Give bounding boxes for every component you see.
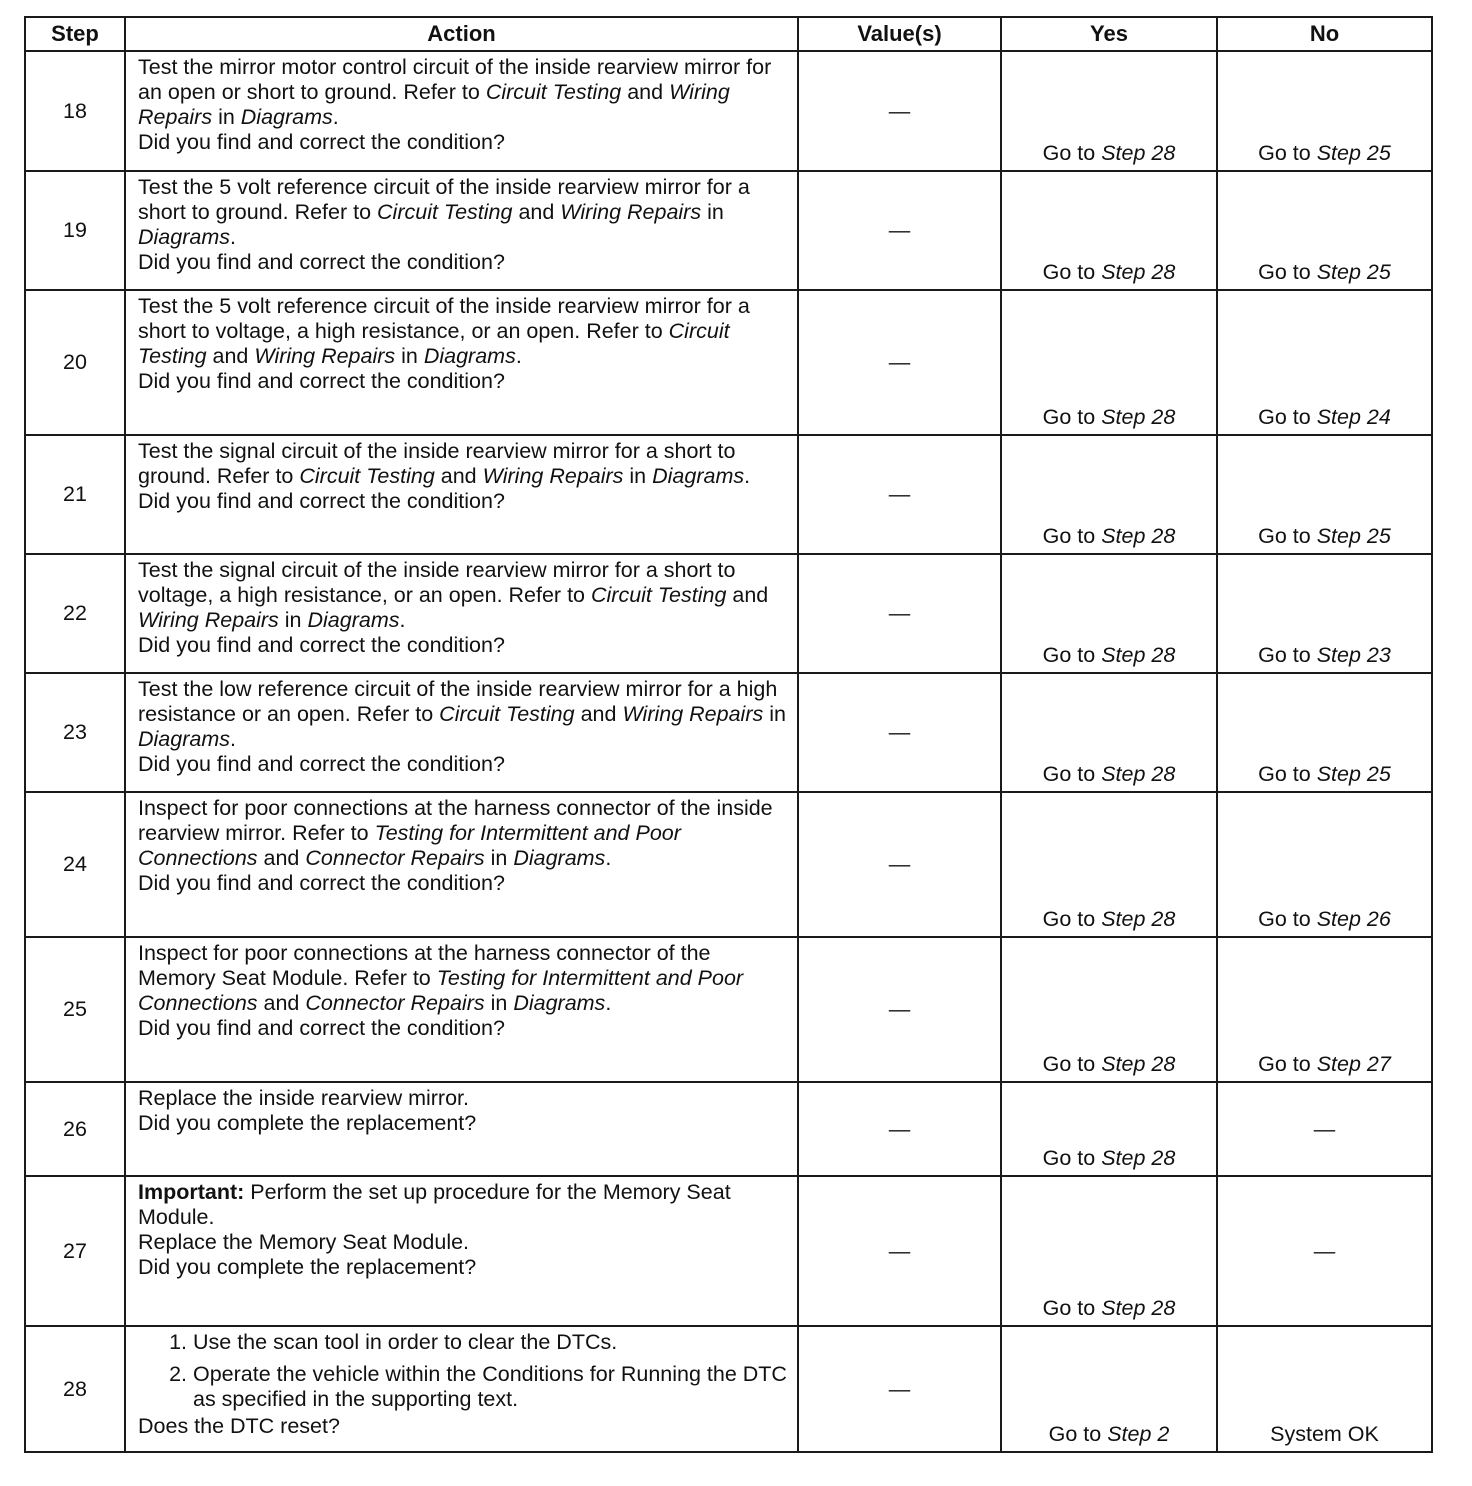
value-cell: —: [798, 554, 1001, 673]
step-number: 19: [25, 171, 125, 290]
table-row: [25, 171, 1432, 290]
header-row: [25, 17, 1432, 51]
header-action: Action: [125, 17, 798, 51]
action-cell: [125, 554, 798, 673]
action-cell: [125, 937, 798, 1082]
question-text: Did you complete the replacement?: [138, 1255, 477, 1279]
procedure-list: [138, 1330, 787, 1414]
action-text: Inspect for poor connections at the harness connector of the inside rearview mirror. Refer to Testing for Intermittent and Poor Connections and Connector Repairs in Diagrams.: [138, 796, 773, 870]
yes-cell: Go to Step 28: [1001, 554, 1217, 673]
step-number: 26: [25, 1082, 125, 1176]
table-row: [25, 554, 1432, 673]
action-text: Test the signal circuit of the inside rearview mirror for a short to ground. Refer to Circuit Testing and Wiring Repairs in Diagrams.: [138, 439, 751, 488]
important-note: Important: Perform the set up procedure for the Memory Seat Module.: [138, 1180, 731, 1229]
no-cell: —: [1217, 1176, 1432, 1326]
action-cell: [125, 1082, 798, 1176]
action-text: Test the mirror motor control circuit of the inside rearview mirror for an open or short to ground. Refer to Circuit Testing and Wiring Repairs in Diagrams.: [138, 55, 772, 129]
value-cell: —: [798, 1176, 1001, 1326]
yes-cell: Go to Step 28: [1001, 290, 1217, 435]
table-row: [25, 435, 1432, 554]
action-text: Test the signal circuit of the inside rearview mirror for a short to voltage, a high resistance, or an open. Refer to Circuit Testing and Wiring Repairs in Diagrams.: [138, 558, 769, 632]
value-cell: —: [798, 1326, 1001, 1452]
no-cell: Go to Step 24: [1217, 290, 1432, 435]
list-item: 2. Operate the vehicle within the Conditions for Running the DTC as specified in the supporting text.: [193, 1362, 787, 1412]
header-yes: Yes: [1001, 17, 1217, 51]
yes-cell: Go to Step 28: [1001, 435, 1217, 554]
question-text: Did you find and correct the condition?: [138, 489, 505, 513]
header-value: Value(s): [798, 17, 1001, 51]
no-cell: Go to Step 23: [1217, 554, 1432, 673]
value-cell: —: [798, 1082, 1001, 1176]
list-item: 1. Use the scan tool in order to clear the DTCs.: [193, 1330, 787, 1355]
no-cell: —: [1217, 1082, 1432, 1176]
yes-cell: Go to Step 2: [1001, 1326, 1217, 1452]
step-number: 25: [25, 937, 125, 1082]
no-cell: Go to Step 25: [1217, 171, 1432, 290]
header-no: No: [1217, 17, 1432, 51]
question-text: Did you complete the replacement?: [138, 1111, 477, 1135]
action-text: Replace the inside rearview mirror.: [138, 1086, 469, 1110]
yes-cell: Go to Step 28: [1001, 1176, 1217, 1326]
diagnostic-table: [24, 16, 1433, 1453]
action-text: Inspect for poor connections at the harness connector of the Memory Seat Module. Refer to Testing for Intermittent and Poor Connections and Connector Repairs in Diagrams.: [138, 941, 744, 1015]
no-cell: Go to Step 25: [1217, 51, 1432, 171]
action-cell: [125, 171, 798, 290]
table-row: [25, 1082, 1432, 1176]
question-text: Did you find and correct the condition?: [138, 871, 505, 895]
no-cell: Go to Step 27: [1217, 937, 1432, 1082]
value-cell: —: [798, 937, 1001, 1082]
action-text: Test the low reference circuit of the inside rearview mirror for a high resistance or an open. Refer to Circuit Testing and Wiring Repairs in Diagrams.: [138, 677, 786, 751]
action-cell: [125, 51, 798, 171]
step-number: 27: [25, 1176, 125, 1326]
step-number: 22: [25, 554, 125, 673]
no-cell: Go to Step 25: [1217, 673, 1432, 792]
step-number: 20: [25, 290, 125, 435]
yes-cell: Go to Step 28: [1001, 937, 1217, 1082]
action-cell: [125, 792, 798, 937]
value-cell: —: [798, 435, 1001, 554]
step-number: 28: [25, 1326, 125, 1452]
action-cell: [125, 290, 798, 435]
action-cell: [125, 1326, 798, 1452]
value-cell: —: [798, 673, 1001, 792]
table-row: [25, 51, 1432, 171]
question-text: Did you find and correct the condition?: [138, 1016, 505, 1040]
yes-cell: Go to Step 28: [1001, 171, 1217, 290]
step-number: 18: [25, 51, 125, 171]
action-cell: [125, 435, 798, 554]
no-cell: System OK: [1217, 1326, 1432, 1452]
yes-cell: Go to Step 28: [1001, 1082, 1217, 1176]
table-row: [25, 1176, 1432, 1326]
no-cell: Go to Step 25: [1217, 435, 1432, 554]
table-row: [25, 1326, 1432, 1452]
table-row: [25, 937, 1432, 1082]
question-text: Did you find and correct the condition?: [138, 250, 505, 274]
step-number: 23: [25, 673, 125, 792]
value-cell: —: [798, 51, 1001, 171]
question-text: Did you find and correct the condition?: [138, 369, 505, 393]
table-row: [25, 290, 1432, 435]
question-text: Did you find and correct the condition?: [138, 130, 505, 154]
step-number: 24: [25, 792, 125, 937]
yes-cell: Go to Step 28: [1001, 51, 1217, 171]
value-cell: —: [798, 171, 1001, 290]
yes-cell: Go to Step 28: [1001, 792, 1217, 937]
action-cell: [125, 673, 798, 792]
action-cell: [125, 1176, 798, 1326]
question-text: Did you find and correct the condition?: [138, 752, 505, 776]
action-text: Replace the Memory Seat Module.: [138, 1230, 470, 1254]
value-cell: —: [798, 290, 1001, 435]
no-cell: Go to Step 26: [1217, 792, 1432, 937]
step-number: 21: [25, 435, 125, 554]
header-step: Step: [25, 17, 125, 51]
action-text: Test the 5 volt reference circuit of the inside rearview mirror for a short to voltage, a high resistance, or an open. Refer to Circuit Testing and Wiring Repairs in Diagrams.: [138, 294, 750, 368]
table-row: [25, 792, 1432, 937]
action-text: Test the 5 volt reference circuit of the inside rearview mirror for a short to ground. Refer to Circuit Testing and Wiring Repairs in Diagrams.: [138, 175, 750, 249]
yes-cell: Go to Step 28: [1001, 673, 1217, 792]
value-cell: —: [798, 792, 1001, 937]
question-text: Did you find and correct the condition?: [138, 633, 505, 657]
question-text: Does the DTC reset?: [138, 1414, 340, 1438]
table-row: [25, 673, 1432, 792]
